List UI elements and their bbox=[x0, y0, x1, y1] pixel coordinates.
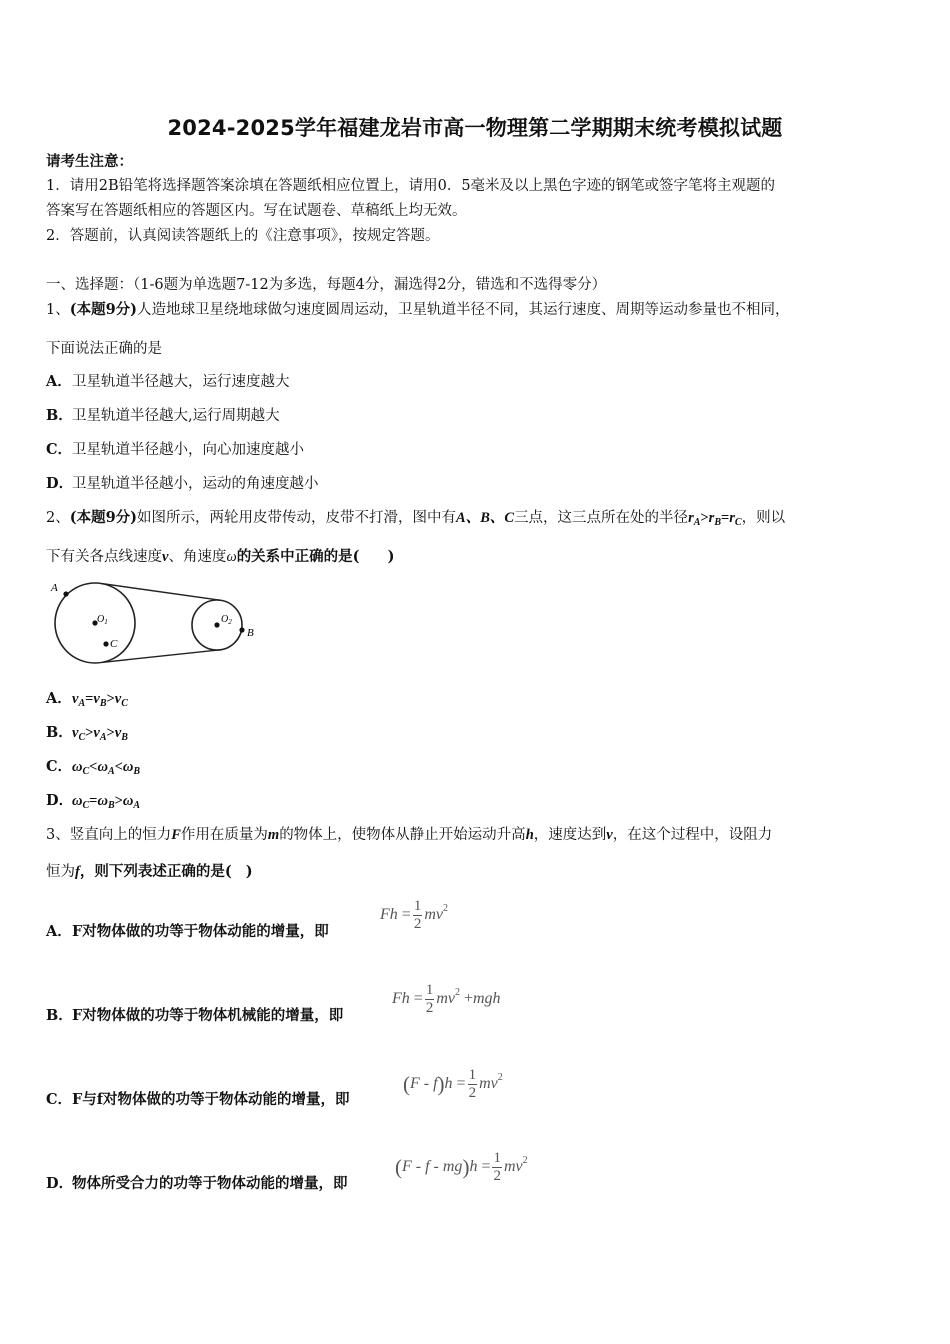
q2-stem-a: 如图所示，两轮用皮带传动，皮带不打滑，图中有 bbox=[137, 510, 457, 526]
belt-bottom bbox=[102, 650, 220, 663]
option-letter: D． bbox=[46, 475, 74, 492]
point-c-dot bbox=[103, 641, 108, 646]
q2-radius-relation: $r_A>r_B=r_C$ bbox=[688, 510, 742, 528]
q3-formula-b: Fh = $\frac{1}{2}$ $mv^2 +mgh$ bbox=[392, 982, 501, 1016]
q3-option-a[interactable]: A．F对物体做的功等于物体动能的增量，即 bbox=[46, 923, 329, 940]
q1-stem-text: 人造地球卫星绕地球做匀速度圆周运动，卫星轨道半径不同，其运行速度、周期等运动参量也不相同， bbox=[137, 302, 790, 318]
q1-option-d[interactable] bbox=[46, 475, 319, 493]
option-letter: C． bbox=[46, 441, 73, 458]
option-text: 卫星轨道半径越大,运行周期越大 bbox=[72, 408, 280, 424]
q2-option-b[interactable]: B．$v_C>v_A>v_B$ bbox=[46, 724, 128, 743]
option-letter: B． bbox=[46, 407, 73, 424]
q2-option-a[interactable]: A．$v_A=v_B>v_C$ bbox=[46, 690, 128, 709]
exam-title: 2024-2025学年福建龙岩市高一物理第二学期期末统考模拟试题 bbox=[167, 116, 783, 140]
q1-option-c[interactable] bbox=[46, 441, 304, 459]
notice-heading: 请考生注意： bbox=[46, 153, 133, 170]
option-text: 卫星轨道半径越小，向心加速度越小 bbox=[72, 442, 304, 458]
q2-number: 2、 bbox=[46, 510, 70, 526]
q3-option-c[interactable]: C．F与f对物体做的功等于物体动能的增量，即 bbox=[46, 1091, 350, 1108]
point-b-dot bbox=[239, 627, 244, 632]
center-o2-dot bbox=[214, 622, 219, 627]
q1-number: 1、 bbox=[46, 302, 70, 318]
label-o1: $O_1$ bbox=[97, 614, 108, 626]
q2-stem-line-2: 下有关各点线速度v、角速度ω的关系中正确的是( ) bbox=[46, 548, 395, 565]
q1-tag: (本题9分) bbox=[69, 301, 138, 318]
q1-option-a[interactable] bbox=[46, 373, 290, 391]
option-text: 卫星轨道半径越大，运行速度越大 bbox=[72, 374, 290, 390]
q2-option-c-expression: $\omega_C<\omega_A<\omega_B$ bbox=[72, 759, 141, 777]
q3-formula-d: (F - f - mg)h = $\frac{1}{2}$ $mv^2$ bbox=[395, 1150, 528, 1184]
q2-stem-c: ，则以 bbox=[741, 510, 786, 526]
q2-option-d[interactable]: D．$\omega_C=\omega_B>\omega_A$ bbox=[46, 792, 141, 811]
q2-stem-b: 三点，这三点所在处的半径 bbox=[514, 510, 689, 526]
q1-stem-line-1 bbox=[46, 301, 790, 319]
notice-item-1-line-2: 答案写在答题纸相应的答题区内。写在试题卷、草稿纸上均无效。 bbox=[46, 203, 467, 219]
q3-option-b[interactable]: B．F对物体做的功等于物体机械能的增量，即 bbox=[46, 1007, 344, 1024]
q2-option-d-expression: $\omega_C=\omega_B>\omega_A$ bbox=[72, 793, 141, 811]
label-o2: $O_2$ bbox=[221, 614, 232, 626]
q1-stem-line-2: 下面说法正确的是 bbox=[46, 341, 162, 357]
label-b: B bbox=[247, 627, 254, 639]
q2-option-a-expression: $v_A=v_B>v_C$ bbox=[72, 691, 128, 709]
notice-item-2: 2．答题前，认真阅读答题纸上的《注意事项》，按规定答题。 bbox=[46, 228, 440, 244]
option-text: 卫星轨道半径越小，运动的角速度越小 bbox=[72, 476, 319, 492]
notice-item-1-line-1: 1．请用2B铅笔将选择题答案涂填在答题纸相应位置上，请用0．5毫米及以上黑色字迹的钢笔或签字笔将主观题的 bbox=[46, 178, 776, 194]
option-letter: A． bbox=[46, 373, 72, 390]
label-c: C bbox=[110, 638, 118, 650]
q2-points: A、B、C bbox=[456, 510, 515, 526]
q1-option-b[interactable] bbox=[46, 407, 280, 425]
q3-stem-line-1: 3、竖直向上的恒力F作用在质量为m的物体上，使物体从静止开始运动升高h，速度达到v，在这个过程中，设阻力 bbox=[46, 827, 773, 843]
q3-stem-line-2: 恒为f，则下列表述正确的是( ) bbox=[46, 863, 253, 880]
q2-option-c[interactable]: C．$\omega_C<\omega_A<\omega_B$ bbox=[46, 758, 141, 777]
section-heading: 一、选择题：（1-6题为单选题7-12为多选，每题4分，漏选得2分，错选和不选得零分） bbox=[46, 277, 607, 293]
point-a-dot bbox=[63, 591, 68, 596]
q2-tag: (本题9分) bbox=[69, 509, 138, 526]
belt-pulley-figure bbox=[46, 578, 266, 670]
q2-option-b-expression: $v_C>v_A>v_B$ bbox=[72, 725, 128, 743]
q3-formula-a: Fh = $\frac{1}{2}$ $mv^2$ bbox=[380, 898, 448, 932]
q3-option-d[interactable]: D．物体所受合力的功等于物体动能的增量，即 bbox=[46, 1175, 348, 1192]
q3-formula-c: (F - f)h = $\frac{1}{2}$ $mv^2$ bbox=[403, 1067, 503, 1101]
label-a: A bbox=[51, 582, 58, 594]
q2-stem-line-1 bbox=[46, 509, 785, 532]
